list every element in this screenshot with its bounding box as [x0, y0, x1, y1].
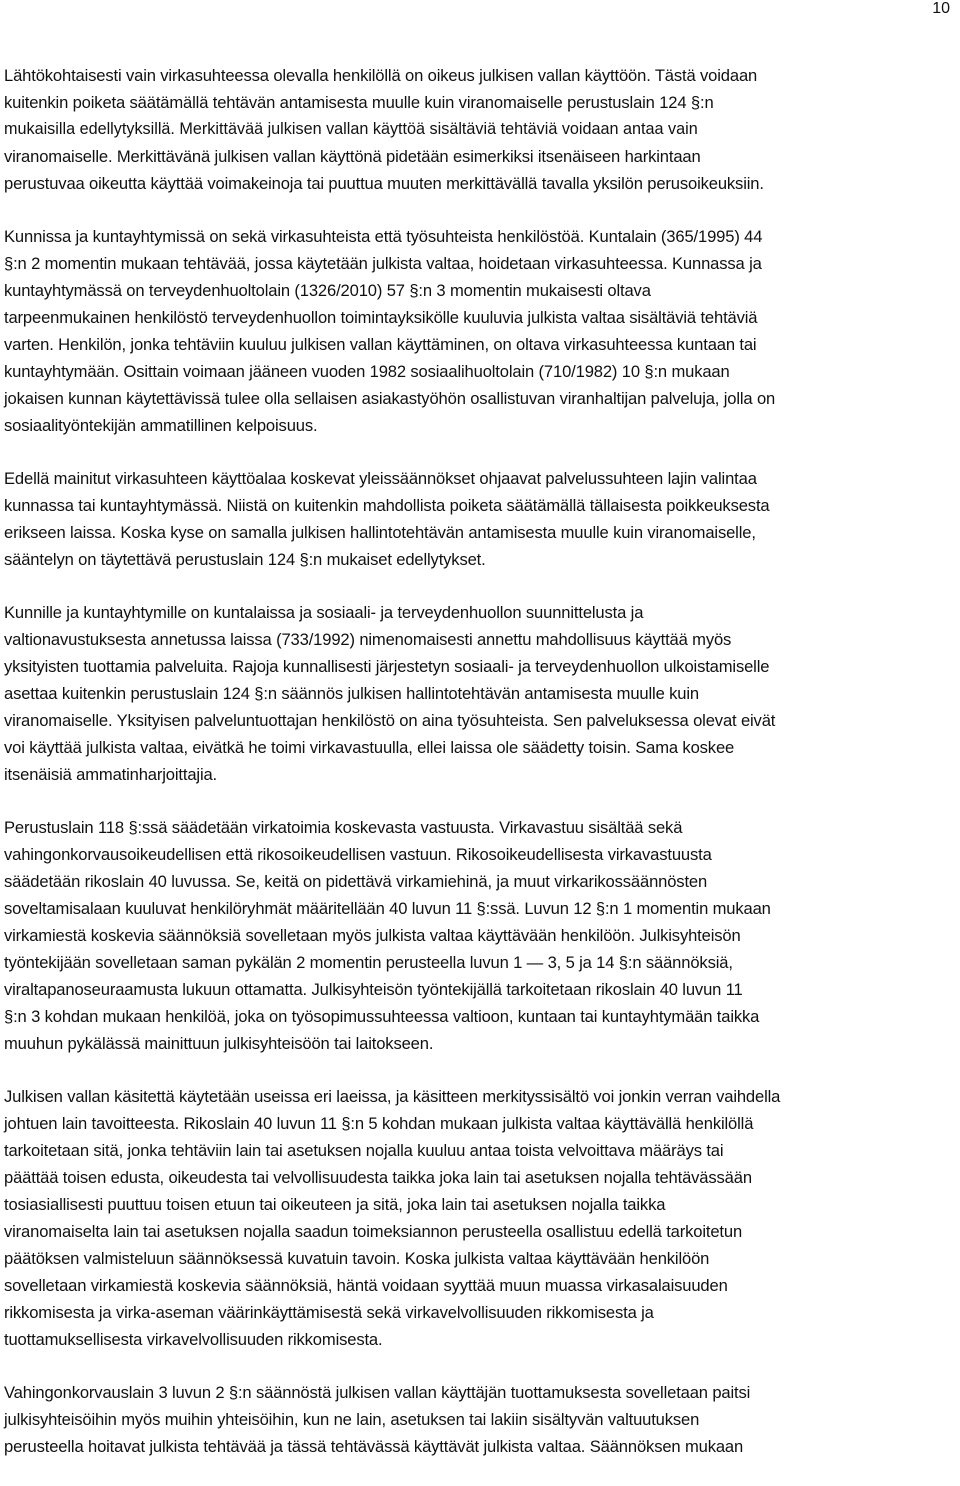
- text-line: tuottamuksellisesta virkavelvollisuuden rikkomisesta.: [4, 1330, 383, 1349]
- text-line: sovelletaan virkamiestä koskevia säännöksiä, häntä voidaan syyttää muun muassa virkasalaisuuden: [4, 1276, 728, 1295]
- text-line: viraltapanoseuraamusta lukuun ottamatta. Julkisyhteisön työntekijällä tarkoitetaan rikoslain 40 luvun 11: [4, 980, 743, 999]
- text-line: perustuvaa oikeutta käyttää voimakeinoja tai puuttua muuten merkittävällä tavalla yksilön perusoikeuksiin.: [4, 174, 764, 193]
- text-line: säädetään rikoslain 40 luvussa. Se, keitä on pidettävä virkamiehinä, ja muut virkarikossäännösten: [4, 872, 708, 891]
- text-line: Lähtökohtaisesti vain virkasuhteessa olevalla henkilöllä on oikeus julkisen vallan käyttöön. Tästä voidaan: [4, 66, 758, 85]
- text-line: itsenäisiä ammatinharjoittajia.: [4, 765, 218, 784]
- text-line: viranomaiselle. Yksityisen palveluntuottajan henkilöstö on aina työsuhteista. Sen palveluksessa olevat eivät: [4, 711, 776, 730]
- text-line: asettaa kuitenkin perustuslain 124 §:n säännös julkisen hallintotehtävän antamisesta muulle kuin: [4, 684, 699, 703]
- text-line: varten. Henkilön, jonka tehtäviin kuuluu julkisen vallan käyttäminen, on oltava virkasuhteessa kuntaan tai: [4, 335, 757, 354]
- text-line: kunnassa tai kuntayhtymässä. Niistä on kuitenkin mahdollista poiketa säätämällä tällaisesta poikkeuksesta: [4, 496, 770, 515]
- text-line: tosiasiallisesti puuttuu toisen etuun tai oikeuteen ja sitä, joka lain tai asetuksen nojalla taikka: [4, 1195, 666, 1214]
- text-line: sääntelyn on täytettävä perustuslain 124 §:n mukaiset edellytykset.: [4, 550, 486, 569]
- text-line: työntekijään sovelletaan saman pykälän 2 momentin perusteella luvun 1 — 3, 5 ja 14 §:n säännöksiä,: [4, 953, 733, 972]
- text-line: valtionavustuksesta annetussa laissa (733/1992) nimenomaisesti annettu mahdollisuus käyttää myös: [4, 630, 732, 649]
- text-line: Kunnille ja kuntayhtymille on kuntalaissa ja sosiaali- ja terveydenhuollon suunnittelusta ja: [4, 603, 644, 622]
- text-line: päättää toisen edusta, oikeudesta tai velvollisuudesta taikka joka lain tai asetuksen nojalla tehtävässään: [4, 1168, 752, 1187]
- text-line: mukaisilla edellytyksillä. Merkittävää julkisen vallan käyttöä sisältäviä tehtäviä voidaan antaa vain: [4, 120, 698, 138]
- text-line: päätöksen valmisteluun säännöksessä kuvatuin tavoin. Koska julkista valtaa käyttävään henkilöön: [4, 1249, 710, 1268]
- paragraph-municipal-staff: [4, 223, 952, 439]
- text-line: Perustuslain 118 §:ssä säädetään virkatoimia koskevasta vastuusta. Virkavastuu sisältää sekä: [4, 818, 683, 837]
- text-line: soveltamisalaan kuuluvat henkilöryhmät määritellään 40 luvun 11 §:ssä. Luvun 12 §:n 1 momentin mukaan: [4, 899, 771, 918]
- text-line: tarkoitetaan sitä, jonka tehtäviin lain tai asetuksen nojalla kuuluu antaa toista velvoittava määräys tai: [4, 1141, 724, 1160]
- text-line: voi käyttää julkista valtaa, eivätkä he toimi virkavastuulla, ellei laissa ole säädetty toisin. Sama koskee: [4, 738, 735, 757]
- text-line: virkamiestä koskevia säännöksiä sovelletaan myös julkista valtaa käyttävään henkilöön. Julkisyhteisön: [4, 926, 741, 945]
- text-line: julkisyhteisöihin myös muihin yhteisöihin, kun ne lain, asetuksen tai lakiin sisältyvän valtuutuksen: [4, 1410, 700, 1429]
- text-line: sosiaalityöntekijän ammatillinen kelpoisuus.: [4, 416, 318, 435]
- text-line: Edellä mainitut virkasuhteen käyttöalaa koskevat yleissäännökset ohjaavat palvelussuhteen lajin valintaa: [4, 469, 757, 488]
- text-line: muuhun pykälässä mainittuun julkisyhteisöön tai laitokseen.: [4, 1034, 434, 1053]
- text-line: johtuen lain tavoitteesta. Rikoslain 40 luvun 11 §:n 5 kohdan mukaan julkista valtaa käyttävällä henkilöllä: [4, 1114, 754, 1133]
- paragraph-official-liability: [4, 814, 952, 1057]
- text-line: §:n 2 momentin mukaan tehtävää, jossa käytetään julkista valtaa, hoidetaan virkasuhteessa. Kunnassa ja: [4, 254, 762, 273]
- text-line: kuntayhtymässä on terveydenhuoltolain (1326/2010) 57 §:n 3 momentin mukaisesti oltava: [4, 281, 651, 300]
- paragraph-damages-act: [4, 1379, 952, 1460]
- text-line: viranomaiselle. Merkittävänä julkisen vallan käyttönä pidetään esimerkiksi itsenäiseen harkintaan: [4, 147, 701, 166]
- text-line: rikkomisesta ja virka-aseman väärinkäyttämisestä sekä virkavelvollisuuden rikkomisesta ja: [4, 1303, 654, 1322]
- text-line: kuitenkin poiketa säätämällä tehtävän antamisesta muulle kuin viranomaiselle perustuslain 124 §:n: [4, 93, 714, 112]
- paragraph-public-power-concept: [4, 1083, 952, 1353]
- text-line: §:n 3 kohdan mukaan henkilöä, joka on työsopimussuhteessa valtioon, kuntaan tai kuntayhtymään taikka: [4, 1007, 760, 1026]
- text-line: kuntayhtymään. Osittain voimaan jääneen vuoden 1982 sosiaalihuoltolain (710/1982) 10 §:n mukaan: [4, 362, 730, 381]
- text-line: jokaisen kunnan käytettävissä tulee olla sellaisen asiakastyöhön osallistuvan viranhaltijan palveluja, jolla on: [4, 389, 776, 408]
- page-number: 10: [932, 0, 950, 17]
- text-line: viranomaiselta lain tai asetuksen nojalla saadun toimeksiannon perusteella osallistuu edellä tarkoitetun: [4, 1222, 743, 1241]
- paragraph-private-services: [4, 599, 952, 788]
- text-line: perusteella hoitavat julkista tehtävää ja tässä tehtävässä käyttävät julkista valtaa. Säännöksen mukaan: [4, 1437, 744, 1456]
- document-body: [4, 62, 952, 1486]
- text-line: yksityisten tuottamia palveluita. Rajoja kunnallisesti järjestetyn sosiaali- ja terveydenhuollon ulkoistamiselle: [4, 657, 770, 676]
- text-line: vahingonkorvausoikeudellisen että rikosoikeudellisen vastuun. Rikosoikeudellisesta virkavastuusta: [4, 845, 712, 864]
- paragraph-public-authority: [4, 62, 952, 197]
- text-line: erikseen laissa. Koska kyse on samalla julkisen hallintotehtävän antamisesta muulle kuin viranomaiselle,: [4, 523, 756, 542]
- paragraph-general-provisions: [4, 465, 952, 573]
- text-line: Vahingonkorvauslain 3 luvun 2 §:n säännöstä julkisen vallan käyttäjän tuottamuksesta sovelletaan paitsi: [4, 1383, 751, 1402]
- text-line: tarpeenmukainen henkilöstö terveydenhuollon toimintayksikölle kuuluvia julkista valtaa sisältäviä tehtäviä: [4, 308, 758, 327]
- text-line: Kunnissa ja kuntayhtymissä on sekä virkasuhteista että työsuhteista henkilöstöä. Kuntalain (365/1995) 44: [4, 227, 763, 246]
- text-line: Julkisen vallan käsitettä käytetään useissa eri laeissa, ja käsitteen merkityssisältö voi jonkin verran vaihdella: [4, 1087, 781, 1106]
